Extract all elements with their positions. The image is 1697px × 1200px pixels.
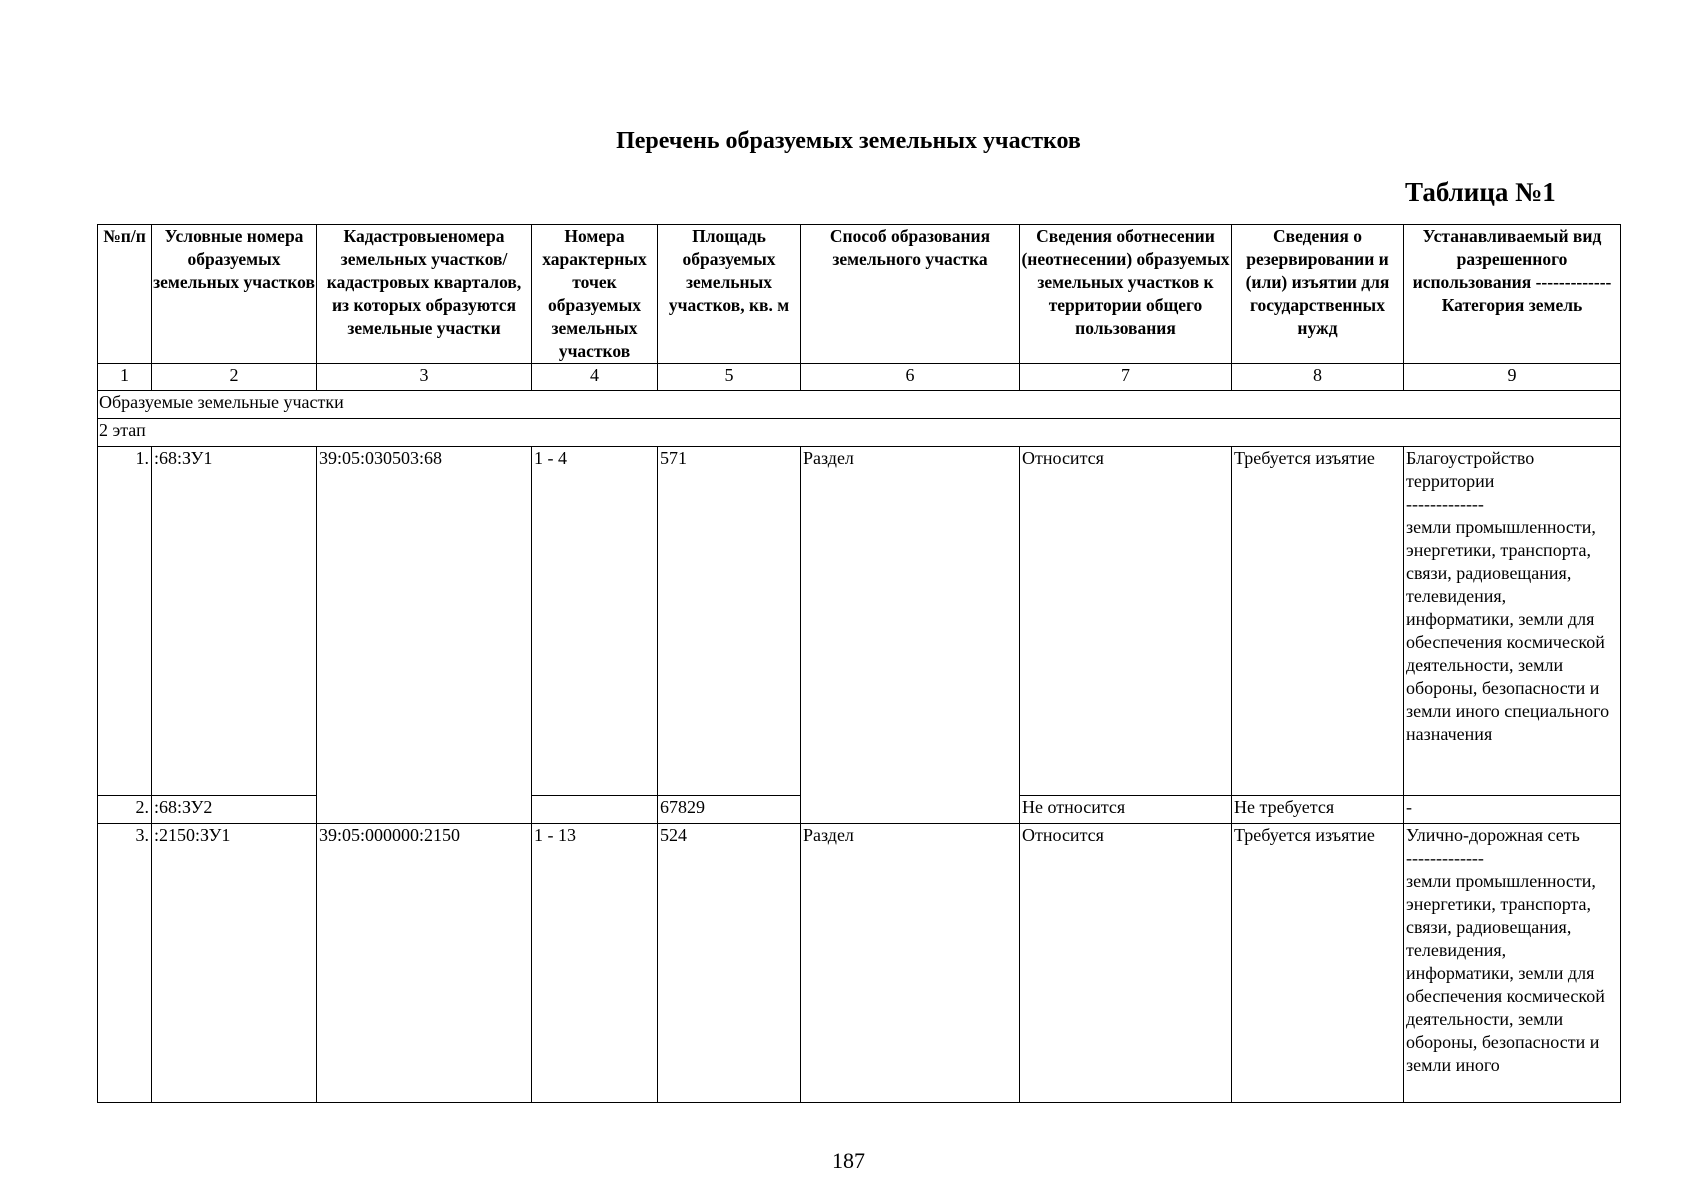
header-cell: Площадь образуемых земельных участков, кв. м [658, 225, 801, 364]
column-number: 1 [98, 364, 152, 391]
header-cell: №п/п [98, 225, 152, 364]
cadastral-number: 39:05:030503:68 [317, 447, 532, 824]
row-number: 3. [98, 824, 152, 1103]
header-cell: Кадастровыеномера земельных участков/кадастровых кварталов, из которых образуются земельные участки [317, 225, 532, 364]
separator-line: ------------- [1406, 494, 1484, 514]
column-number: 2 [152, 364, 317, 391]
reservation-status: Требуется изъятие [1232, 447, 1404, 796]
area-value: 67829 [658, 796, 801, 824]
column-number: 5 [658, 364, 801, 391]
permitted-use: Улично-дорожная сеть [1406, 825, 1580, 845]
permitted-use: - [1404, 796, 1621, 824]
cadastral-number: 39:05:000000:2150 [317, 824, 532, 1103]
header-cell: Условные номера образуемых земельных участков [152, 225, 317, 364]
row-number: 2. [98, 796, 152, 824]
header-cell: Сведения о резервировании и (или) изъятии для государственных нужд [1232, 225, 1404, 364]
column-number: 8 [1232, 364, 1404, 391]
formation-method: Раздел [801, 824, 1020, 1103]
permitted-use: Благоустройство территории [1406, 448, 1535, 491]
stage-row [98, 419, 1621, 447]
conditional-number: :68:ЗУ1 [152, 447, 317, 796]
table-row [98, 447, 1621, 796]
header-cell: Номера характерных точек образуемых земельных участков [532, 225, 658, 364]
header-cell: Устанавливаемый вид разрешенного использования ------------- Категория земель [1404, 225, 1621, 364]
document-title: Перечень образуемых земельных участков [616, 128, 1081, 154]
column-number: 7 [1020, 364, 1232, 391]
header-cell: Способ образования земельного участка [801, 225, 1020, 364]
section-title: Образуемые земельные участки [98, 391, 1621, 419]
point-numbers [532, 796, 658, 824]
reservation-status: Требуется изъятие [1232, 824, 1404, 1103]
public-use-status: Не относится [1020, 796, 1232, 824]
column-number: 9 [1404, 364, 1621, 391]
table-label: Таблица №1 [1405, 177, 1556, 207]
permitted-use-cell [1404, 447, 1621, 796]
column-number: 4 [532, 364, 658, 391]
area-value: 571 [658, 447, 801, 796]
public-use-status: Относится [1020, 447, 1232, 796]
formation-method: Раздел [801, 447, 1020, 824]
row-number: 1. [98, 447, 152, 796]
table-row [98, 824, 1621, 1103]
section-row [98, 391, 1621, 419]
stage-title: 2 этап [98, 419, 1621, 447]
header-cell: Сведения оботнесении (неотнесении) образуемых земельных участков к территории общего пользования [1020, 225, 1232, 364]
permitted-use-cell [1404, 824, 1621, 1103]
header-row [98, 225, 1621, 364]
page-number: 187 [832, 1148, 865, 1173]
public-use-status: Относится [1020, 824, 1232, 1103]
point-numbers: 1 - 13 [532, 824, 658, 1103]
land-category: земли промышленности, энергетики, транспорта, связи, радиовещания, телевидения, информатики, земли для обеспечения космической деятельности, земли обороны, безопасности и земли иного [1406, 871, 1605, 1075]
land-plots-table [97, 224, 1621, 1103]
reservation-status: Не требуется [1232, 796, 1404, 824]
column-number: 3 [317, 364, 532, 391]
land-category: земли промышленности, энергетики, транспорта, связи, радиовещания, телевидения, информатики, земли для обеспечения космической деятельности, земли обороны, безопасности и земли иного специального назначения [1406, 517, 1610, 744]
separator-line: ------------- [1406, 848, 1484, 868]
conditional-number: :68:ЗУ2 [152, 796, 317, 824]
conditional-number: :2150:ЗУ1 [152, 824, 317, 1103]
column-number: 6 [801, 364, 1020, 391]
area-value: 524 [658, 824, 801, 1103]
point-numbers: 1 - 4 [532, 447, 658, 796]
column-number-row [98, 364, 1621, 391]
